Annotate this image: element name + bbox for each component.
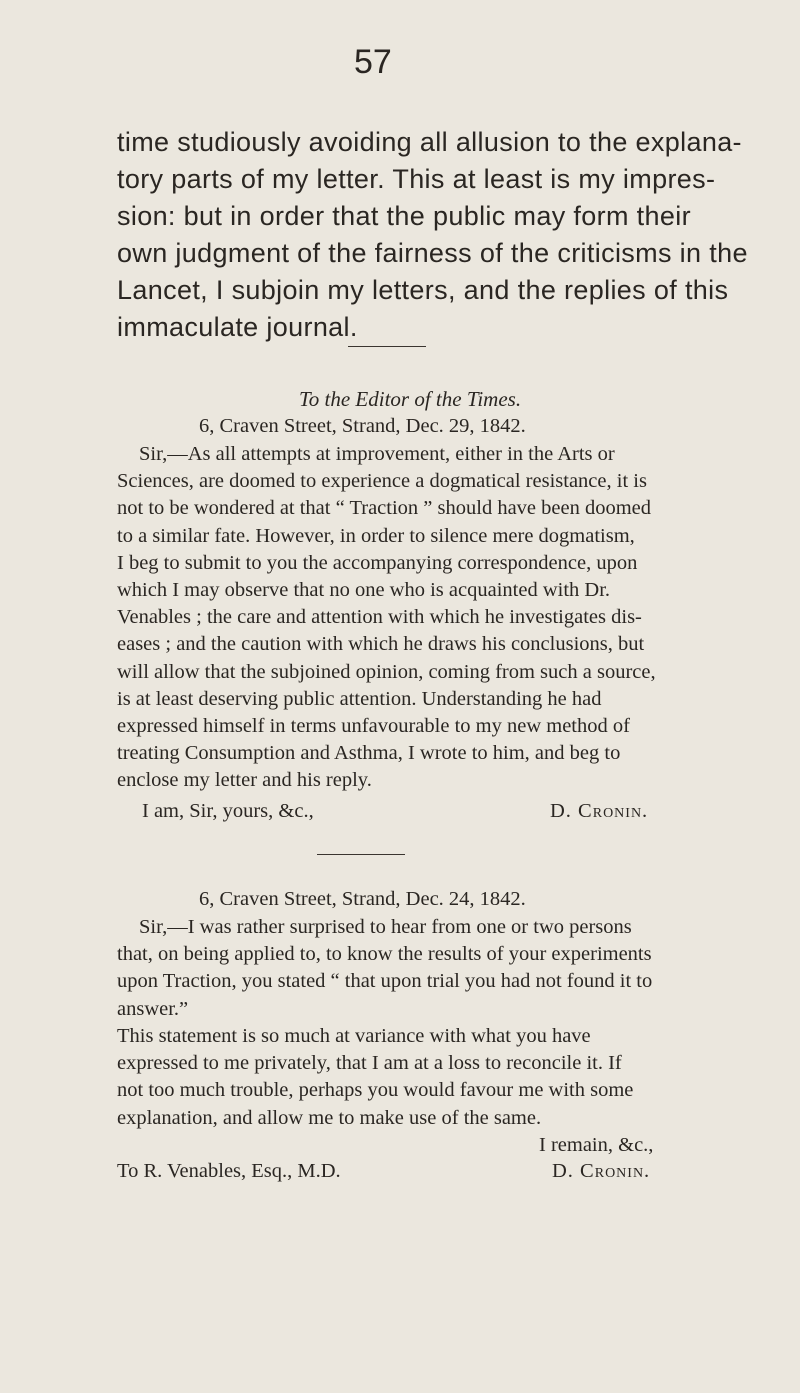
body-line: treating Consumption and Asthma, I wrote to him, and beg to xyxy=(117,742,621,765)
letter1-body xyxy=(117,441,739,795)
body-line: not to be wondered at that “ Traction ” should have been doomed xyxy=(117,497,652,520)
body-line: is at least deserving public attention. Understanding he had xyxy=(117,687,602,710)
letter2-signature: D. Cronin. xyxy=(552,1160,651,1182)
page-number: 57 xyxy=(354,43,392,81)
body-line: Venables ; the care and attention with which he investigates dis- xyxy=(117,606,642,629)
section-divider xyxy=(348,346,426,347)
body-line: expressed to me privately, that I am at a loss to reconcile it. If xyxy=(117,1052,622,1075)
body-line: upon Traction, you stated “ that upon trial you had not found it to xyxy=(117,970,653,993)
body-line: that, on being applied to, to know the results of your experiments xyxy=(117,943,652,966)
intro-line: sion: but in order that the public may form their xyxy=(117,201,691,231)
letter2-body-1 xyxy=(117,914,739,1023)
intro-line: time studiously avoiding all allusion to the explana- xyxy=(117,127,742,157)
section-divider xyxy=(317,854,405,855)
body-line: Sciences, are doomed to experience a dogmatical resistance, it is xyxy=(117,470,647,493)
body-line: to a similar fate. However, in order to silence mere dogmatism, xyxy=(117,524,635,547)
body-line: enclose my letter and his reply. xyxy=(117,769,372,792)
body-line: which I may observe that no one who is acquainted with Dr. xyxy=(117,579,611,602)
body-line: not too much trouble, perhaps you would favour me with some xyxy=(117,1079,634,1102)
body-line: expressed himself in terms unfavourable to my new method of xyxy=(117,715,630,738)
body-line: answer.” xyxy=(117,997,189,1020)
letter2-body-2 xyxy=(117,1023,739,1132)
letter1-signature: D. Cronin. xyxy=(550,800,649,822)
intro-line: immaculate journal. xyxy=(117,312,358,342)
body-line: Sir,—As all attempts at improvement, either in the Arts or xyxy=(139,443,615,465)
body-line: I beg to submit to you the accompanying correspondence, upon xyxy=(117,551,638,574)
body-line: This statement is so much at variance with what you have xyxy=(117,1025,591,1047)
body-line: will allow that the subjoined opinion, coming from such a source, xyxy=(117,660,656,683)
letter1-address: 6, Craven Street, Strand, Dec. 29, 1842. xyxy=(199,415,526,437)
letter2-closing: I remain, &c., xyxy=(539,1134,654,1156)
letter1-closing: I am, Sir, yours, &c., xyxy=(142,800,314,822)
intro-line: Lancet, I subjoin my letters, and the replies of this xyxy=(117,275,729,305)
letter2-recipient: To R. Venables, Esq., M.D. xyxy=(117,1160,341,1182)
intro-line: own judgment of the fairness of the criticisms in the xyxy=(117,238,748,268)
body-line: eases ; and the caution with which he draws his conclusions, but xyxy=(117,633,645,656)
body-line: Sir,—I was rather surprised to hear from one or two persons xyxy=(139,916,632,938)
intro-line: tory parts of my letter. This at least is my impres- xyxy=(117,164,716,194)
letter2-address: 6, Craven Street, Strand, Dec. 24, 1842. xyxy=(199,888,526,910)
body-line: explanation, and allow me to make use of the same. xyxy=(117,1106,542,1129)
letter-heading: To the Editor of the Times. xyxy=(299,387,522,411)
intro-paragraph xyxy=(117,124,748,346)
